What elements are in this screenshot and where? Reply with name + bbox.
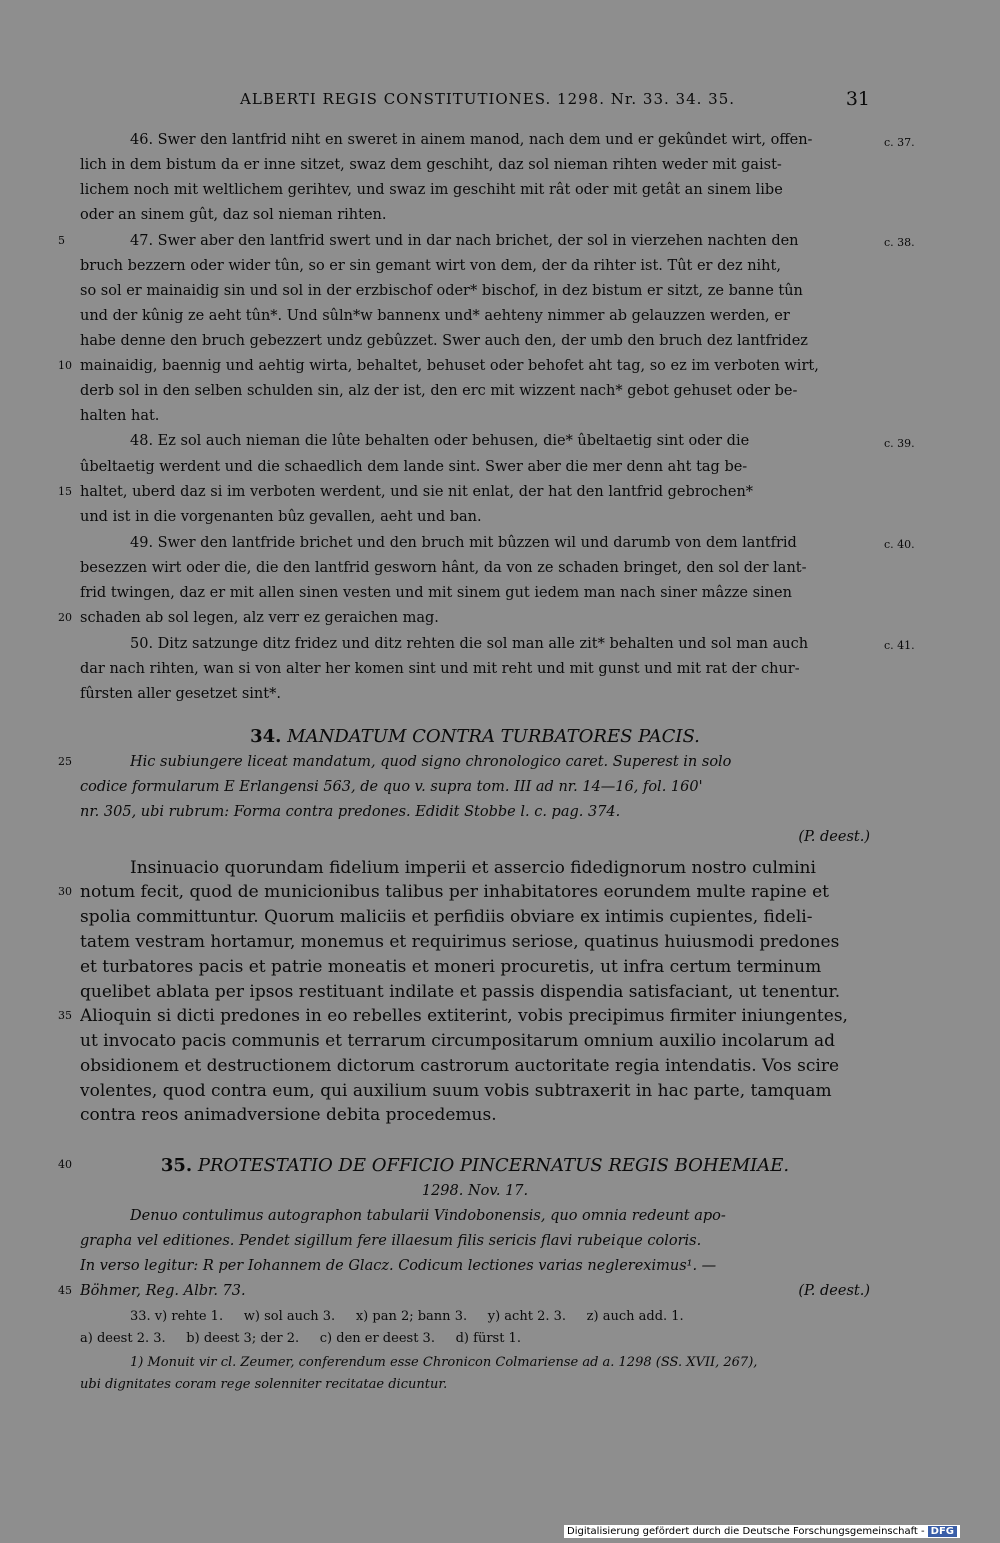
section-heading-35 (80, 1153, 870, 1179)
line-number: 30 (58, 885, 72, 898)
text-line: Alioquin si dicti predones in eo rebelles extiterint, vobis precipimus firmiter iniungentes, (80, 1006, 848, 1026)
intro-line: codice formularum E Erlangensi 563, de quo v. supra tom. III ad nr. 14—16, fol. 160' (80, 779, 703, 795)
section-number: 35. (160, 1155, 193, 1176)
line-number: 35 (58, 1009, 72, 1022)
text-line: lich in dem bistum da er inne sitzet, swaz dem geschiht, daz sol nieman rihten weder mit gaist- (80, 157, 782, 173)
section-heading-34 (80, 724, 870, 750)
text-line: contra reos animadversione debita procedemus. (80, 1105, 497, 1125)
text-line: so sol er mainaidig sin und sol in der erzbischof oder* bischof, in dez bistum er sitzt, ze banne tûn (80, 283, 803, 299)
text-line: et turbatores pacis et patrie moneatis et moneri procuretis, ut infra certum terminum (80, 957, 822, 977)
footnote-line: ubi dignitates coram rege solenniter recitatae dicuntur. (80, 1377, 448, 1392)
text-line: besezzen wirt oder die, die den lantfrid gesworn hânt, da von ze schaden bringet, den sol der lant- (80, 560, 807, 576)
edition-note: (P. deest.) (798, 1283, 870, 1299)
text-line: und ist in die vorgenanten bûz gevallen, aeht und ban. (80, 509, 482, 525)
margin-reference: c. 39. (884, 437, 915, 450)
credit-text: Digitalisierung gefördert durch die Deutsche Forschungsgemeinschaft - (567, 1526, 925, 1537)
text-line: habe denne den bruch gebezzert undz gebûzzet. Swer auch den, der umb den bruch dez lantfridez (80, 333, 808, 349)
text-line: quelibet ablata per ipsos restituant indilate et passis dispendia satisfaciant, ut tenentur. (80, 982, 841, 1002)
header-title: ALBERTI REGIS CONSTITUTIONES. 1298. Nr. 33. 34. 35. (240, 90, 736, 108)
line-number: 5 (58, 234, 65, 247)
text-line: derb sol in den selben schulden sin, alz der ist, den erc mit wizzent nach* gebot gehuset oder be- (80, 383, 798, 399)
text-line: spolia committuntur. Quorum maliciis et perfidiis obviare ex intimis cupientes, fideli- (80, 907, 813, 927)
funding-credit (564, 1525, 960, 1538)
section-title: PROTESTATIO DE OFFICIO PINCERNATUS REGIS BOHEMIAE. (197, 1155, 790, 1176)
apparatus-line: 33. v) rehte 1. w) sol auch 3. x) pan 2; bann 3. y) acht 2. 3. z) auch add. 1. (130, 1309, 684, 1324)
page-number: 31 (845, 88, 870, 110)
section-date: 1298. Nov. 17. (421, 1183, 529, 1199)
line-number: 40 (58, 1158, 72, 1171)
text-line: haltet, uberd daz si im verboten werdent, und sie nit enlat, der hat den lantfrid gebrochen* (80, 484, 754, 500)
margin-reference: c. 38. (884, 236, 915, 249)
text-line: 48. Ez sol auch nieman die lûte behalten oder behusen, die* ûbeltaetig sint oder die (130, 433, 750, 449)
text-line: Insinuacio quorundam fidelium imperii et assercio fidedignorum nostro culmini (130, 858, 816, 878)
text-line: tatem vestram hortamur, monemus et requirimus seriose, quatinus huiusmodi predones (80, 932, 840, 952)
edition-note: (P. deest.) (798, 829, 870, 845)
text-line: 47. Swer aber den lantfrid swert und in dar nach brichet, der sol in vierzehen nachten den (130, 233, 799, 249)
text-line: frid twingen, daz er mit allen sinen vesten und mit sinem gut iedem man nach siner mâzze sinen (80, 585, 792, 601)
text-line: 49. Swer den lantfride brichet und den bruch mit bûzzen wil und darumb von dem lantfrid (130, 535, 797, 551)
text-line: oder an sinem gût, daz sol nieman rihten. (80, 207, 387, 223)
text-line: obsidionem et destructionem dictorum castrorum auctoritate regia intendatis. Vos scire (80, 1056, 840, 1076)
intro-line: Denuo contulimus autographon tabularii Vindobonensis, quo omnia redeunt apo- (130, 1208, 726, 1224)
text-line: 50. Ditz satzunge ditz fridez und ditz rehten die sol man alle zit* behalten und sol man auch (130, 636, 809, 652)
text-line: lichem noch mit weltlichem gerihtev, und swaz im geschiht mit rât oder mit getât an sinem libe (80, 182, 783, 198)
intro-line: Böhmer, Reg. Albr. 73. (80, 1283, 246, 1299)
text-line: dar nach rihten, wan si von alter her komen sint und mit reht und mit gunst und mit rat der chur- (80, 661, 800, 677)
text-line: schaden ab sol legen, alz verr ez geraichen mag. (80, 610, 439, 626)
text-line: ut invocato pacis communis et terrarum circumpositarum omnium auxilio incolarum ad (80, 1031, 835, 1051)
running-header (80, 90, 870, 114)
intro-line: In verso legitur: R per Iohannem de Glacz. Codicum lectiones varias neglereximus¹. — (80, 1258, 717, 1274)
text-line: und der kûnig ze aeht tûn*. Und sûln*w bannenx und* aehteny nimmer ab gelauzzen werden, er (80, 308, 790, 324)
line-number: 25 (58, 755, 72, 768)
text-line: ûbeltaetig werdent und die schaedlich dem lande sint. Swer aber die mer denn aht tag be- (80, 459, 748, 475)
footnote-line: 1) Monuit vir cl. Zeumer, conferendum esse Chronicon Colmariense ad a. 1298 (SS. XVII, 267), (130, 1355, 758, 1370)
dfg-logo: DFG (928, 1526, 957, 1537)
apparatus-line: a) deest 2. 3. b) deest 3; der 2. c) den er deest 3. d) fürst 1. (80, 1331, 521, 1346)
text-line: fûrsten aller gesetzet sint*. (80, 686, 281, 702)
text-line: bruch bezzern oder wider tûn, so er sin gemant wirt von dem, der da rihter ist. Tût er dez niht, (80, 258, 781, 274)
margin-reference: c. 40. (884, 538, 915, 551)
section-number: 34. (250, 726, 282, 747)
text-line: 46. Swer den lantfrid niht en sweret in ainem manod, nach dem und er gekûndet wirt, offen- (130, 132, 813, 148)
margin-reference: c. 41. (884, 639, 915, 652)
text-line: volentes, quod contra eum, qui auxilium suum vobis subtraxerit in hac parte, tamquam (80, 1081, 832, 1101)
intro-line: grapha vel editiones. Pendet sigillum fere illaesum filis sericis flavi rubeique coloris. (80, 1233, 702, 1249)
section-title: MANDATUM CONTRA TURBATORES PACIS. (287, 726, 700, 747)
intro-line: nr. 305, ubi rubrum: Forma contra predones. Edidit Stobbe l. c. pag. 374. (80, 804, 621, 820)
line-number: 20 (58, 611, 72, 624)
text-line: halten hat. (80, 408, 160, 424)
text-line: mainaidig, baennig und aehtig wirta, behaltet, behuset oder behofet aht tag, so ez im verboten wirt, (80, 358, 819, 374)
text-line: notum fecit, quod de municionibus talibus per inhabitatores eorundem multe rapine et (80, 882, 830, 902)
intro-line: Hic subiungere liceat mandatum, quod signo chronologico caret. Superest in solo (130, 754, 732, 770)
line-number: 10 (58, 359, 72, 372)
margin-reference: c. 37. (884, 136, 915, 149)
line-number: 45 (58, 1284, 72, 1297)
line-number: 15 (58, 485, 72, 498)
